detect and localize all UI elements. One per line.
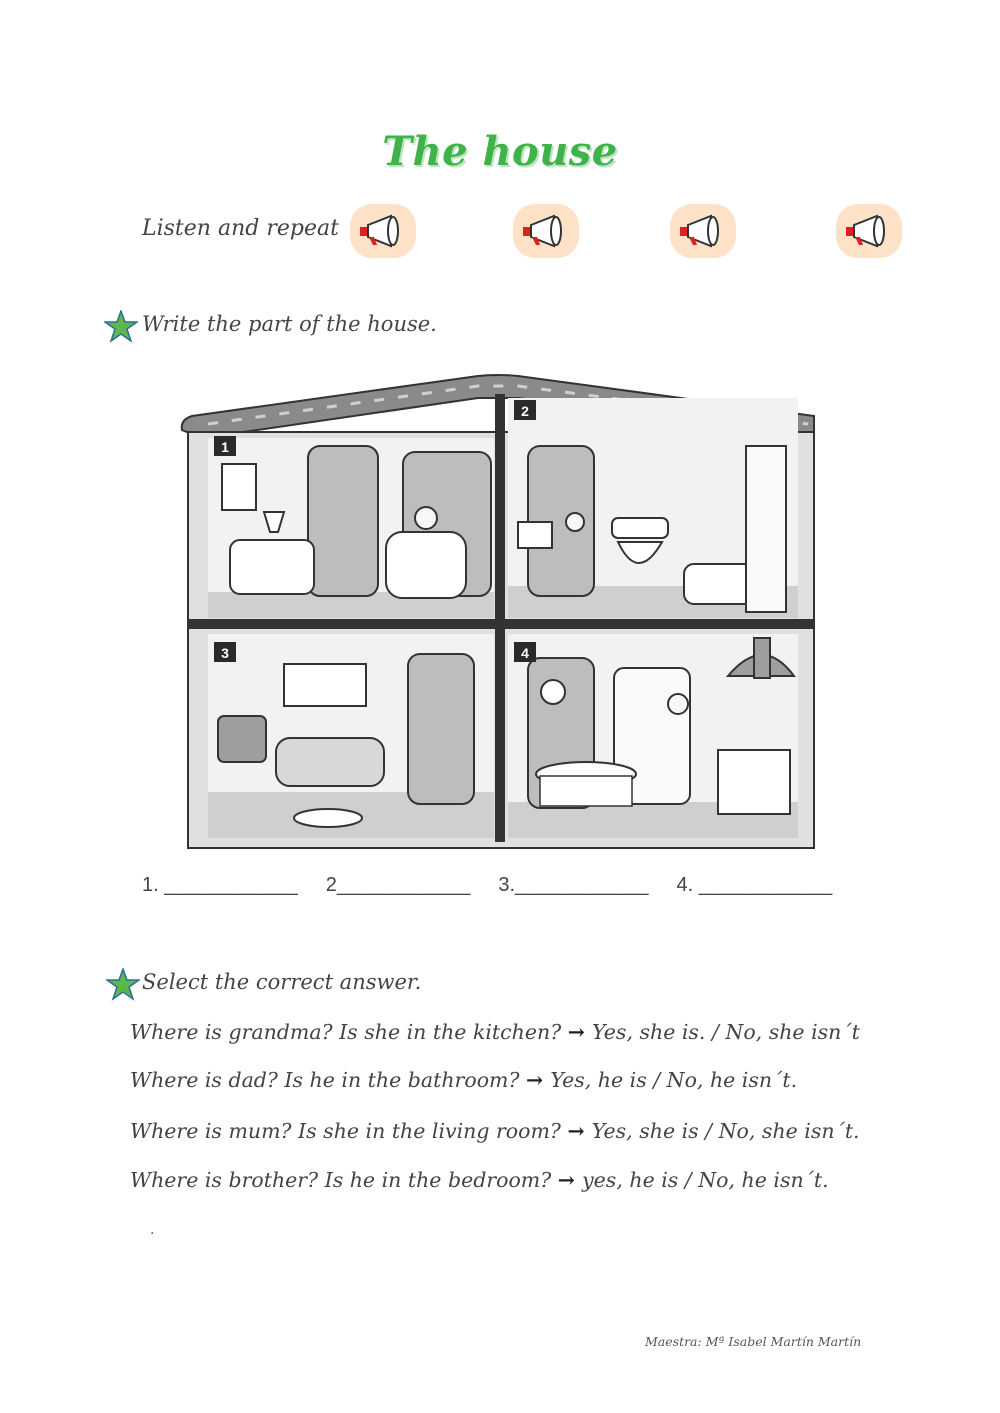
question-row	[130, 1119, 860, 1143]
speaker-icon[interactable]	[513, 204, 579, 258]
star-icon	[106, 968, 140, 1002]
question-text: Where is brother? Is he in the bedroom?	[130, 1168, 552, 1192]
exercise1-instruction: Write the part of the house.	[142, 312, 437, 336]
exercise2-instruction: Select the correct answer.	[142, 970, 422, 994]
blank-2[interactable]: 2____________	[325, 874, 471, 896]
answer-options[interactable]: Yes, she is. / No, she isn´t	[592, 1020, 860, 1044]
answer-options[interactable]: Yes, she is / No, she isn´t.	[591, 1119, 860, 1143]
room-number: 4	[521, 645, 529, 661]
room-2	[508, 398, 798, 618]
blank-3[interactable]: 3.____________	[498, 874, 649, 896]
arrow-right-icon: →	[567, 1020, 593, 1044]
question-row	[130, 1020, 860, 1044]
page-title: The house	[382, 128, 618, 175]
answer-blanks	[142, 874, 862, 897]
room-3	[208, 634, 494, 838]
room-number: 1	[221, 439, 229, 455]
room-number: 2	[521, 403, 529, 419]
blank-1[interactable]: 1. ____________	[142, 874, 298, 896]
speaker-icon[interactable]	[350, 204, 416, 258]
question-row	[130, 1068, 797, 1092]
speaker-icon[interactable]	[836, 204, 902, 258]
room-1	[208, 436, 494, 618]
blank-4[interactable]: 4. ____________	[676, 874, 833, 896]
answer-options[interactable]: Yes, he is / No, he isn´t.	[550, 1068, 798, 1092]
question-text: Where is mum? Is she in the living room?	[130, 1119, 561, 1143]
question-row	[130, 1168, 829, 1192]
star-icon	[104, 310, 138, 344]
room-4	[508, 634, 798, 838]
house-illustration	[178, 372, 818, 854]
arrow-right-icon: →	[567, 1119, 592, 1143]
listen-label: Listen and repeat	[142, 216, 339, 241]
arrow-right-icon: →	[526, 1068, 551, 1092]
trailing-dot: .	[150, 1222, 155, 1238]
answer-options[interactable]: yes, he is / No, he isn´t.	[582, 1168, 829, 1192]
teacher-credit: Maestra: Mª Isabel Martín Martín	[645, 1334, 862, 1349]
question-text: Where is dad? Is he in the bathroom?	[130, 1068, 520, 1092]
room-number: 3	[221, 645, 229, 661]
arrow-right-icon: →	[557, 1168, 583, 1192]
speaker-icon[interactable]	[670, 204, 736, 258]
question-text: Where is grandma? Is she in the kitchen?	[130, 1020, 562, 1044]
